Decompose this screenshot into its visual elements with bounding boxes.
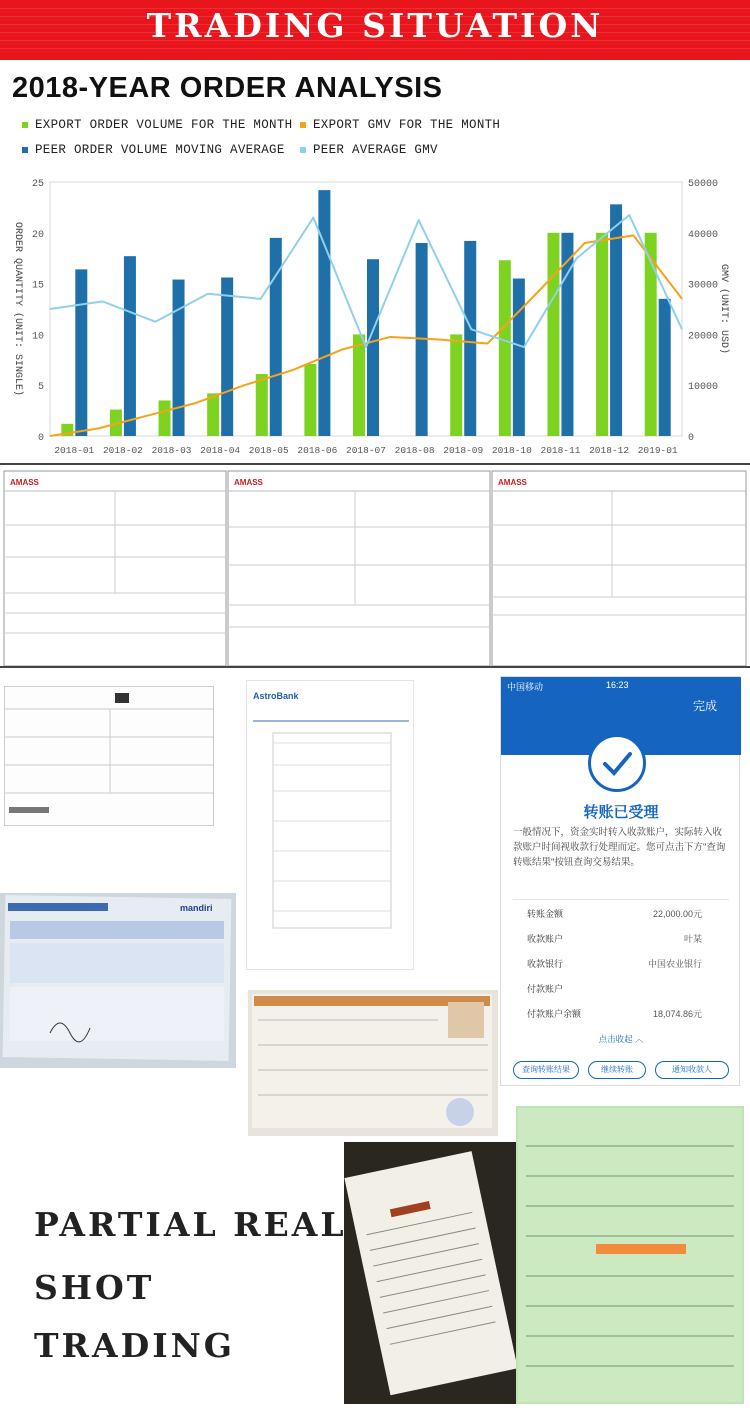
y-tick-label: 5 <box>37 382 44 394</box>
peer-order-bar <box>173 280 185 436</box>
svg-text:AMASS: AMASS <box>498 478 527 487</box>
y-tick-label: 20 <box>31 229 44 241</box>
y2-axis-title: GMV (UNIT: USD) <box>718 263 729 355</box>
legend-swatch <box>22 122 28 128</box>
svg-text:AMASS: AMASS <box>10 478 39 487</box>
legend-label: EXPORT ORDER VOLUME FOR THE MONTH <box>35 118 293 132</box>
export-order-bar <box>256 374 268 436</box>
bill-of-lading-2 <box>228 471 490 666</box>
y2-tick-label: 0 <box>688 433 695 444</box>
legend-item-peer-order <box>22 143 285 157</box>
transport-bill-image <box>4 686 214 826</box>
x-tick-label: 2019-01 <box>637 445 678 456</box>
partial-line-1: PARTIAL REAL <box>34 1205 347 1244</box>
x-tick-label: 2018-02 <box>102 445 143 456</box>
peer-order-bar <box>561 233 573 436</box>
row-label: 转账金额 <box>527 909 564 919</box>
export-order-bar <box>450 334 462 436</box>
shipping-documents-panel <box>0 463 750 668</box>
detail-row-amount <box>527 907 702 920</box>
y2-tick-label: 40000 <box>688 229 719 241</box>
x-tick-label: 2018-03 <box>151 445 192 456</box>
bank-slip-photo-2 <box>248 990 498 1136</box>
export-gmv-line <box>50 235 682 436</box>
detail-row-payee <box>527 932 702 945</box>
bank-remittance-document <box>246 680 414 970</box>
peer-order-bar <box>221 278 233 436</box>
header-banner <box>0 0 750 60</box>
row-label: 付款账户 <box>527 984 564 994</box>
x-tick-label: 2018-09 <box>443 445 484 456</box>
peer-order-bar <box>659 299 671 436</box>
svg-text:AMASS: AMASS <box>234 478 263 487</box>
collapse-link[interactable]: 点击收起 ︿ <box>598 1034 644 1044</box>
y2-tick-label: 10000 <box>688 382 719 394</box>
x-tick-label: 2018-07 <box>346 445 386 456</box>
y-axis-title: ORDER QUANTITY (UNIT: SINGLE) <box>12 221 23 397</box>
x-tick-label: 2018-10 <box>491 445 532 456</box>
y2-tick-label: 50000 <box>688 179 719 190</box>
bill-of-lading-1 <box>4 471 226 666</box>
x-tick-label: 2018-01 <box>54 445 95 456</box>
bill-of-lading-3 <box>492 471 746 666</box>
y-tick-label: 25 <box>31 179 44 190</box>
legend-label: PEER AVERAGE GMV <box>313 143 438 157</box>
peer-order-bar <box>513 279 525 436</box>
phone-time: 16:23 <box>606 680 629 690</box>
peer-order-bar <box>124 256 136 436</box>
svg-text:mandiri: mandiri <box>180 903 213 913</box>
order-analysis-chart <box>0 168 750 460</box>
legend-swatch <box>300 122 306 128</box>
x-tick-label: 2018-04 <box>200 445 241 456</box>
section-title: 2018-YEAR ORDER ANALYSIS <box>12 72 443 104</box>
row-value: 中国农业银行 <box>647 959 702 969</box>
detail-row-bank <box>527 957 702 970</box>
partial-line-3: TRADING <box>34 1326 235 1365</box>
row-label: 收款银行 <box>527 959 564 969</box>
check-circle-icon <box>588 734 646 792</box>
peer-order-bar <box>75 269 87 436</box>
transfer-accepted-title: 转账已受理 <box>583 804 659 821</box>
legend-item-export-order <box>22 118 292 132</box>
row-value: 18,074.86元 <box>652 1009 702 1019</box>
x-tick-label: 2018-06 <box>297 445 338 456</box>
continue-transfer-button[interactable]: 继续转账 <box>588 1061 646 1079</box>
outward-remittance-slip <box>516 1106 744 1404</box>
row-value: 22,000.00元 <box>652 909 702 919</box>
banner-title: TRADING SITUATION <box>146 6 604 45</box>
transfer-confirmation-screen <box>500 676 740 1086</box>
legend-item-export-gmv <box>300 118 500 132</box>
svg-text:AstroBank: AstroBank <box>253 691 299 701</box>
legend-swatch <box>22 147 28 153</box>
peer-gmv-line <box>50 215 682 347</box>
peer-order-bar <box>367 259 379 436</box>
detail-row-balance <box>527 1007 702 1020</box>
query-result-button[interactable]: 查询转账结果 <box>513 1061 579 1079</box>
transfer-description: 一般情况下，资金实时转入收款账户，实际转入收款账户时间视收款行处理而定。您可点击下方"查询转账结果"按钮查询交易结果。 <box>513 827 726 868</box>
detail-row-payer <box>527 982 702 995</box>
y2-tick-label: 30000 <box>688 280 719 292</box>
notify-payee-button[interactable]: 通知收款人 <box>655 1061 729 1079</box>
bank-slip-photo-1 <box>0 893 236 1068</box>
peer-order-bar <box>318 190 330 436</box>
export-order-bar <box>207 393 219 436</box>
x-tick-label: 2018-11 <box>540 445 581 456</box>
export-order-bar <box>159 400 171 436</box>
shipping-documents-image <box>0 465 750 668</box>
legend-item-peer-gmv <box>300 143 438 157</box>
export-order-bar <box>499 260 511 436</box>
plot-frame <box>50 182 682 436</box>
y2-tick-label: 20000 <box>688 331 719 343</box>
receipt-photo <box>344 1142 520 1404</box>
partial-line-2: SHOT <box>34 1268 155 1307</box>
done-button[interactable]: 完成 <box>692 699 717 713</box>
export-order-bar <box>304 364 316 436</box>
legend-label: EXPORT GMV FOR THE MONTH <box>313 118 501 132</box>
export-order-bar <box>353 334 365 436</box>
y-tick-label: 15 <box>31 280 44 292</box>
peer-order-bar <box>464 241 476 436</box>
legend-swatch <box>300 147 306 153</box>
row-label: 付款账户余额 <box>527 1009 582 1019</box>
row-label: 收款账户 <box>527 934 564 944</box>
row-value: 叶某 <box>683 934 702 944</box>
legend-label: PEER ORDER VOLUME MOVING AVERAGE <box>35 143 285 157</box>
export-order-bar <box>596 233 608 436</box>
export-order-bar <box>547 233 559 436</box>
y-tick-label: 10 <box>31 331 44 343</box>
x-tick-label: 2018-05 <box>248 445 289 456</box>
row-divider <box>513 899 729 900</box>
carrier-status: 中国移动 <box>507 682 544 692</box>
y-tick-label: 0 <box>37 433 44 444</box>
x-tick-label: 2018-08 <box>394 445 435 456</box>
x-tick-label: 2018-12 <box>589 445 630 456</box>
